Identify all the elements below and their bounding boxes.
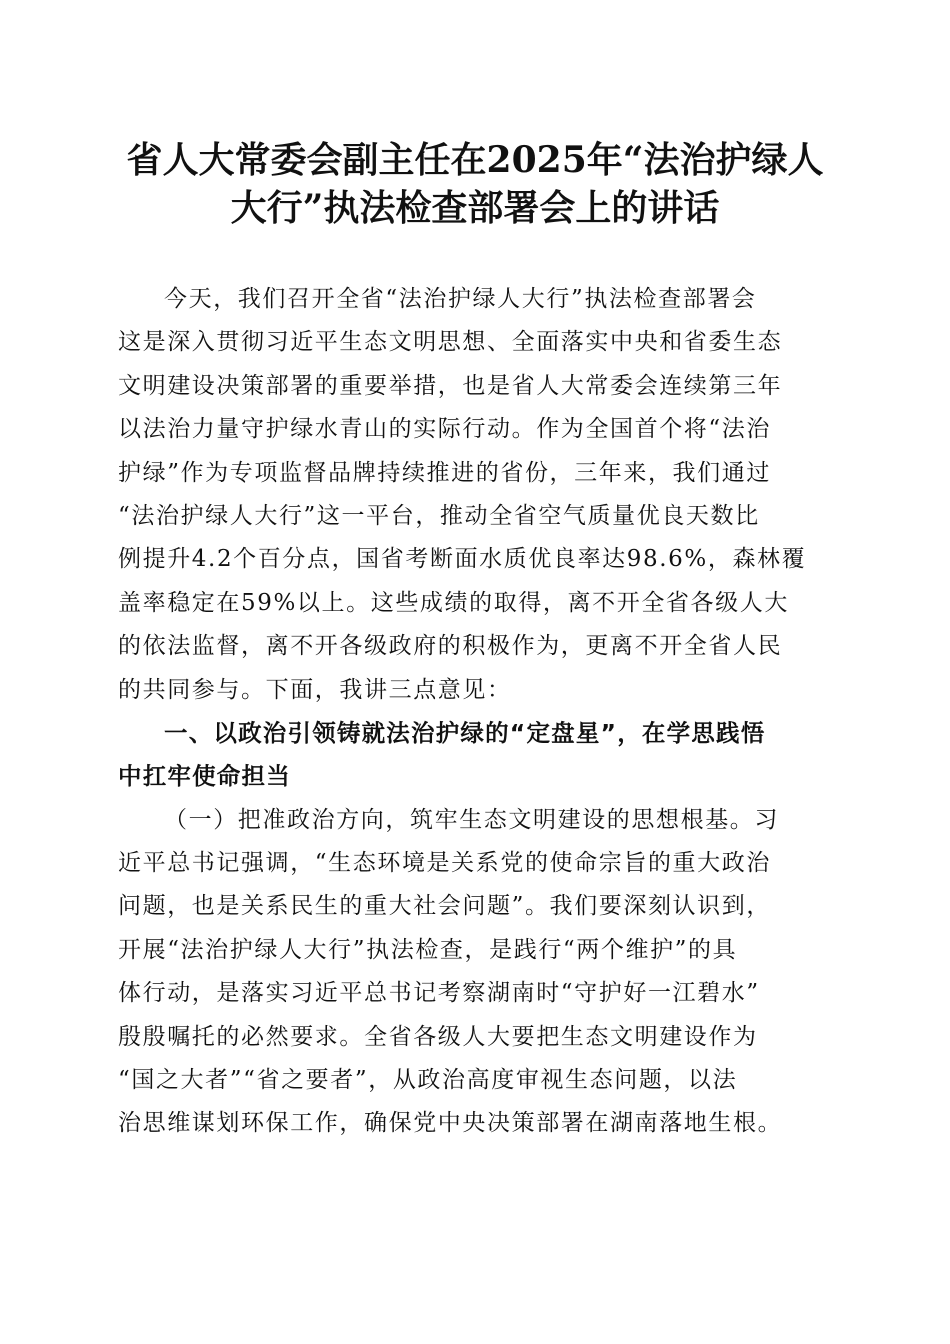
text-line: 体行动，是落实习近平总书记考察湖南时“守护好一江碧水” [118, 980, 760, 1007]
text-line: 治思维谋划环保工作，确保党中央决策部署在湖南落地生根。 [118, 1110, 783, 1137]
title-line-1: 省人大常委会副主任在2025年“法治护绿人 [126, 139, 824, 181]
text-line: “国之大者”“省之要者”，从政治高度审视生态问题，以法 [118, 1067, 738, 1094]
text-line: 的依法监督，离不开各级政府的积极作为，更离不开全省人民 [118, 633, 783, 660]
document-body [118, 278, 838, 1146]
text-line: 例提升4.2个百分点，国省考断面水质优良率达98.6%，森林覆 [118, 546, 807, 573]
heading-line: 一、以政治引领铸就法治护绿的“定盘星”，在学思践悟 [164, 718, 766, 747]
paragraph-section-1-1 [118, 799, 838, 1146]
text-line: 以法治力量守护绿水青山的实际行动。作为全国首个将“法治 [118, 416, 771, 443]
text-line: 盖率稳定在59%以上。这些成绩的取得，离不开全省各级人大 [118, 589, 789, 616]
text-line: 这是深入贯彻习近平生态文明思想、全面落实中央和省委生态 [118, 329, 783, 356]
text-line: 开展“法治护绿人大行”执法检查，是践行“两个维护”的具 [118, 936, 738, 963]
document-title [100, 136, 850, 232]
paragraph-intro [118, 278, 838, 712]
text-line: 今天，我们召开全省“法治护绿人大行”执法检查部署会 [164, 286, 757, 312]
text-line: 文明建设决策部署的重要举措，也是省人大常委会连续第三年 [118, 372, 783, 399]
text-line: 近平总书记强调，“生态环境是关系党的使命宗旨的重大政治 [118, 850, 771, 877]
text-line: 问题，也是关系民生的重大社会问题”。我们要深刻认识到， [118, 893, 771, 920]
text-line: “法治护绿人大行”这一平台，推动全省空气质量优良天数比 [118, 502, 760, 529]
title-line-2: 大行”执法检查部署会上的讲话 [230, 187, 720, 229]
heading-line: 中扛牢使命担当 [118, 762, 291, 791]
text-line: 护绿”作为专项监督品牌持续推进的省份，三年来，我们通过 [118, 459, 771, 486]
section-heading-1 [118, 712, 838, 799]
text-line: 殷殷嘱托的必然要求。全省各级人大要把生态文明建设作为 [118, 1023, 758, 1050]
text-line: （一）把准政治方向，筑牢生态文明建设的思想根基。习 [164, 806, 779, 833]
text-line: 的共同参与。下面，我讲三点意见： [118, 676, 512, 703]
